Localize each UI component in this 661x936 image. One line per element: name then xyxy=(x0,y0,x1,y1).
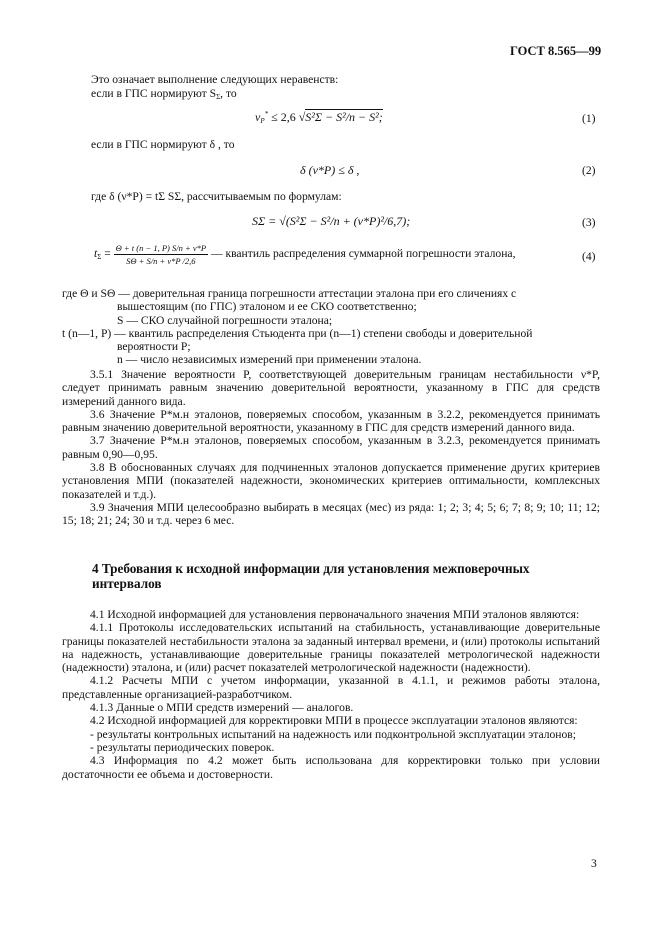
equation-2: δ (ν*P) ≤ δ , xyxy=(300,163,360,177)
definition-line: S — СКО случайной погрешности эталона; xyxy=(117,313,333,327)
paragraph: 3.7 Значение P*м.н эталонов, поверяемых способом, указанным в 3.2.3, рекомендуется принимать равным 0,90—0,95. xyxy=(62,434,600,461)
section-4-paragraphs xyxy=(62,608,600,781)
definitions xyxy=(62,287,602,367)
section-3-paragraphs xyxy=(62,368,600,528)
eq4-denominator: SΘ + S/n + ν*P /2,6 xyxy=(126,256,196,266)
equation-1: $\nu_P^* \le 2,6$ √S²Σ − S²/n − S²; xyxy=(255,110,383,125)
equation-3: SΣ = √(S²Σ − S²/n + (ν*P)²/6,7); xyxy=(252,214,411,228)
eq1-rel: ≤ 2,6 xyxy=(271,110,296,124)
paragraph: 4.1.2 Расчеты МПИ с учетом информации, указанной в 4.1.1, и режимов работы эталона, представленные организацией-разработчиком. xyxy=(62,674,600,701)
definition-line: n — число независимых измерений при применении эталона. xyxy=(117,353,422,367)
paragraph: 3.8 В обоснованных случаях для подчиненных эталонов допускается применение других критериев установления МПИ (показателей надежности, экономических критериев оптимальности, комплексных показателей и т.д.). xyxy=(62,461,600,501)
where-line: где δ (ν*P) = tΣ SΣ, рассчитываемым по формулам: xyxy=(91,190,342,203)
intro-line-1: Это означает выполнение следующих неравенств: xyxy=(91,73,339,86)
paragraph: 4.1.1 Протоколы исследовательских испытаний на стабильность, устанавливающие доверительные границы показателей нестабильности эталона за заданный интервал времени, и (или) протоколы испытаний на надежность, устанавливающие доверительные границы показателей метрологической надежности (надежности) эталона, и (или) расчет показателей метрологической надежности (надежности). xyxy=(62,621,600,675)
intro-line-2-sub: Σ xyxy=(216,93,221,101)
eq1-number: (1) xyxy=(582,112,596,125)
paragraph: - результаты контрольных испытаний на надежность или подконтрольной эксплуатации эталонов; xyxy=(90,727,576,741)
paragraph: - результаты периодических поверок. xyxy=(90,740,275,754)
page-number: 3 xyxy=(591,857,597,870)
intro-line-2 xyxy=(91,87,237,104)
eq4-number: (4) xyxy=(582,250,596,263)
eq4-description: — квантиль распределения суммарной погрешности эталона, xyxy=(210,247,516,261)
condition-2: если в ГПС нормируют δ , то xyxy=(91,138,235,151)
eq4-fraction xyxy=(114,243,208,266)
section-4-heading: 4 Требования к исходной информации для установления межповерочных интервалов xyxy=(92,561,530,591)
eq3-number: (3) xyxy=(582,216,596,229)
paragraph: 4.1 Исходной информацией для установления первоначального значения МПИ эталонов являются: xyxy=(90,608,580,621)
document-id: ГОСТ 8.565—99 xyxy=(510,44,602,58)
definition-line: где Θ и SΘ — доверительная граница погрешности аттестации эталона при его сличениях с xyxy=(62,287,517,300)
intro-line-2-text: если в ГПС нормируют S xyxy=(91,87,217,100)
eq4-numerator: Θ + t (n − 1, P) S/n + ν*P xyxy=(115,243,207,253)
paragraph: 3.9 Значения МПИ целесообразно выбирать в месяцах (мес) из ряда: 1; 2; 3; 4; 5; 6; 7; 8; 9; 10; 11; 12; 15; 18; 21; 24; 30 и т.д. через 6 мес. xyxy=(62,500,600,528)
paragraph: 3.5.1 Значение вероятности P, соответствующей доверительным границам нестабильности ν*P, следует принимать равным значению доверительной вероятности, указанному в ГПС для средств измерений данного вида. xyxy=(62,368,600,408)
definition-line: вероятности P; xyxy=(117,340,191,354)
eq1-lhs: ν xyxy=(255,110,261,124)
eq1-rhs: S²Σ − S²/n − S²; xyxy=(305,110,383,124)
definition-line: t (n—1, P) — квантиль распределения Стьюдента при (n—1) степени свободы и доверительной xyxy=(62,326,533,340)
paragraph: 4.1.3 Данные о МПИ средств измерений — аналогов. xyxy=(90,701,354,715)
eq2-number: (2) xyxy=(582,164,596,177)
paragraph: 4.2 Исходной информацией для корректировки МПИ в процессе эксплуатации эталонов являются: xyxy=(90,714,578,728)
definition-line: вышестоящим (по ГПС) эталоном и ее СКО соответственно; xyxy=(117,300,417,314)
paragraph: 3.6 Значение P*м.н эталонов, поверяемых способом, указанным в 3.2.2, рекомендуется принимать равным значению доверительной вероятности, указанному в ГПС для средств измерений данного вида. xyxy=(62,407,600,435)
paragraph: 4.3 Информация по 4.2 может быть использована для корректировки только при условии достаточности ее объема и достоверности. xyxy=(62,754,600,781)
equation-4: $t_\Sigma$ = $\frac{\Theta + t (n - 1, P) S/n + \nu*P}{S\Theta + S/n + \nu*P /2,6}$ — квантиль распределения суммарной погрешности эталона, xyxy=(94,243,516,266)
intro-line-2-tail: , то xyxy=(220,87,237,100)
